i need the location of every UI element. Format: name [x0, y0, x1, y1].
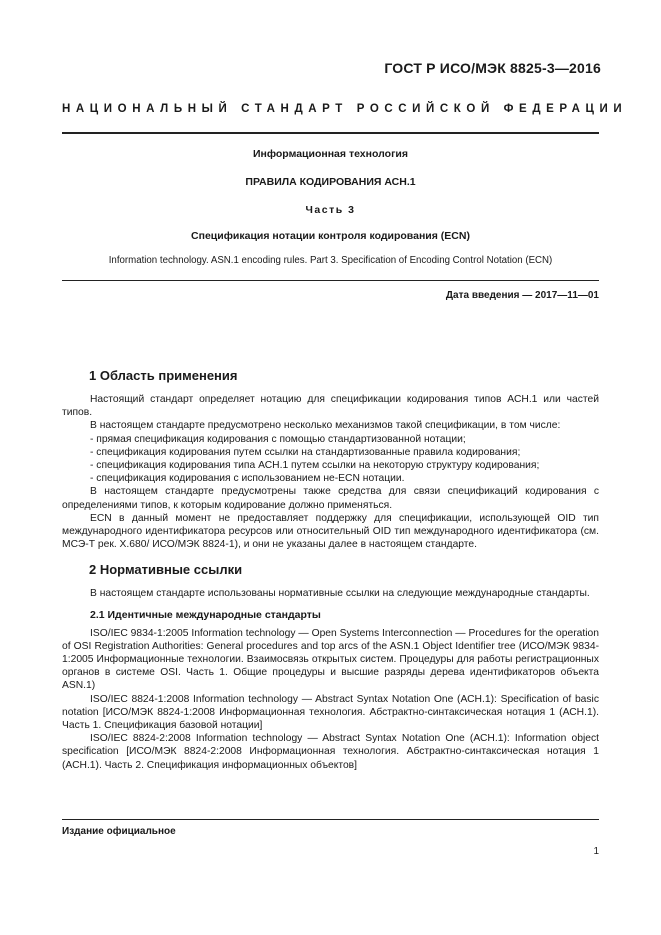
reference-item: ISO/IEC 8824-1:2008 Information technology — Abstract Syntax Notation One (АСН.1): Specification of basic notation [ИСО/МЭК 8824-1:2008 Информационная технология. Абстрактно-синтаксическая нотация 1 (АСН.1). Часть 1. Спецификация базовой нотации]: [62, 693, 599, 732]
title-part: Часть 3: [305, 204, 356, 216]
section-2-paragraph-1: В настоящем стандарте использованы нормативные ссылки на следующие международные стандарты.: [90, 588, 590, 600]
edition-note: Издание официальное: [62, 826, 176, 837]
page-number: 1: [593, 846, 599, 857]
subsection-2-1-heading: 2.1 Идентичные международные стандарты: [90, 608, 321, 621]
list-item: - прямая спецификация кодирования с помощью стандартизованной нотации;: [90, 433, 466, 445]
reference-item: ISO/IEC 8824-2:2008 Information technology — Abstract Syntax Notation One (АСН.1): Information object specification [ИСО/МЭК 8824-2:2008 Информационная технология. Абстрактно-синтаксическая нотация 1 (АСН.1). Часть 2. Спецификация информационных объектов]: [62, 733, 599, 771]
section-2-heading: 2 Нормативные ссылки: [89, 562, 243, 578]
list-item: - спецификация кодирования с использованием не-ECN нотации.: [90, 473, 405, 485]
list-item: - спецификация кодирования типа АСН.1 путем ссылки на некоторую структуру кодирования;: [90, 460, 540, 472]
title-english: Information technology. ASN.1 encoding rules. Part 3. Specification of Encoding Control Notation (ECN): [108, 255, 553, 266]
header-divider: [62, 132, 599, 134]
title-line-1: Информационная технология: [252, 148, 409, 160]
title-line-4: Спецификация нотации контроля кодирования (ECN): [191, 230, 470, 242]
national-standard-header: НАЦИОНАЛЬНЫЙ СТАНДАРТ РОССИЙСКОЙ ФЕДЕРАЦИИ: [62, 103, 628, 115]
title-divider: [62, 280, 599, 281]
section-1-paragraph-3: В настоящем стандарте предусмотрены также средства для связи спецификаций кодирования с определениями типов, к которым кодирование должно применяться.: [62, 486, 599, 511]
section-1-paragraph-1: Настоящий стандарт определяет нотацию для спецификации кодирования типов АСН.1 или частей типов.: [62, 394, 599, 419]
title-line-2: ПРАВИЛА КОДИРОВАНИЯ АСН.1: [245, 176, 416, 188]
footer-divider: [62, 819, 599, 820]
effective-date: Дата введения — 2017—11—01: [445, 290, 599, 301]
main-content: [62, 368, 599, 772]
section-1-heading: 1 Область применения: [89, 368, 238, 383]
list-item: - спецификация кодирования путем ссылки на стандартизованные правила кодирования;: [90, 446, 521, 458]
section-1-paragraph-2: В настоящем стандарте предусмотрено несколько механизмов такой спецификации, в том числе:: [90, 420, 561, 432]
document-code: ГОСТ Р ИСО/МЭК 8825-3—2016: [384, 60, 601, 76]
reference-item: ISO/IEC 9834-1:2005 Information technology — Open Systems Interconnection — Procedures for the operation of OSI Registration Authorities: General procedures and top arcs of the ASN.1 Object Identifier tree (ИСО/МЭК 9834-1:2005 Информационные технологии. Взаимосвязь открытых систем. Процедуры для работы регистрационных органов в системе OSI. Часть 1. Общие процедуры и высшие разряды дерева идентификаторов объекта ASN.1): [62, 627, 599, 692]
section-1-paragraph-4: ECN в данный момент не предоставляет поддержку для спецификации, использующей OID тип международного идентификатора ресурсов или относительный OID тип международного идентификатора (см. МСЭ-Т рек. X.680/ ИСО/МЭК 8824-1), и они не указаны далее в настоящем стандарте.: [62, 512, 599, 551]
